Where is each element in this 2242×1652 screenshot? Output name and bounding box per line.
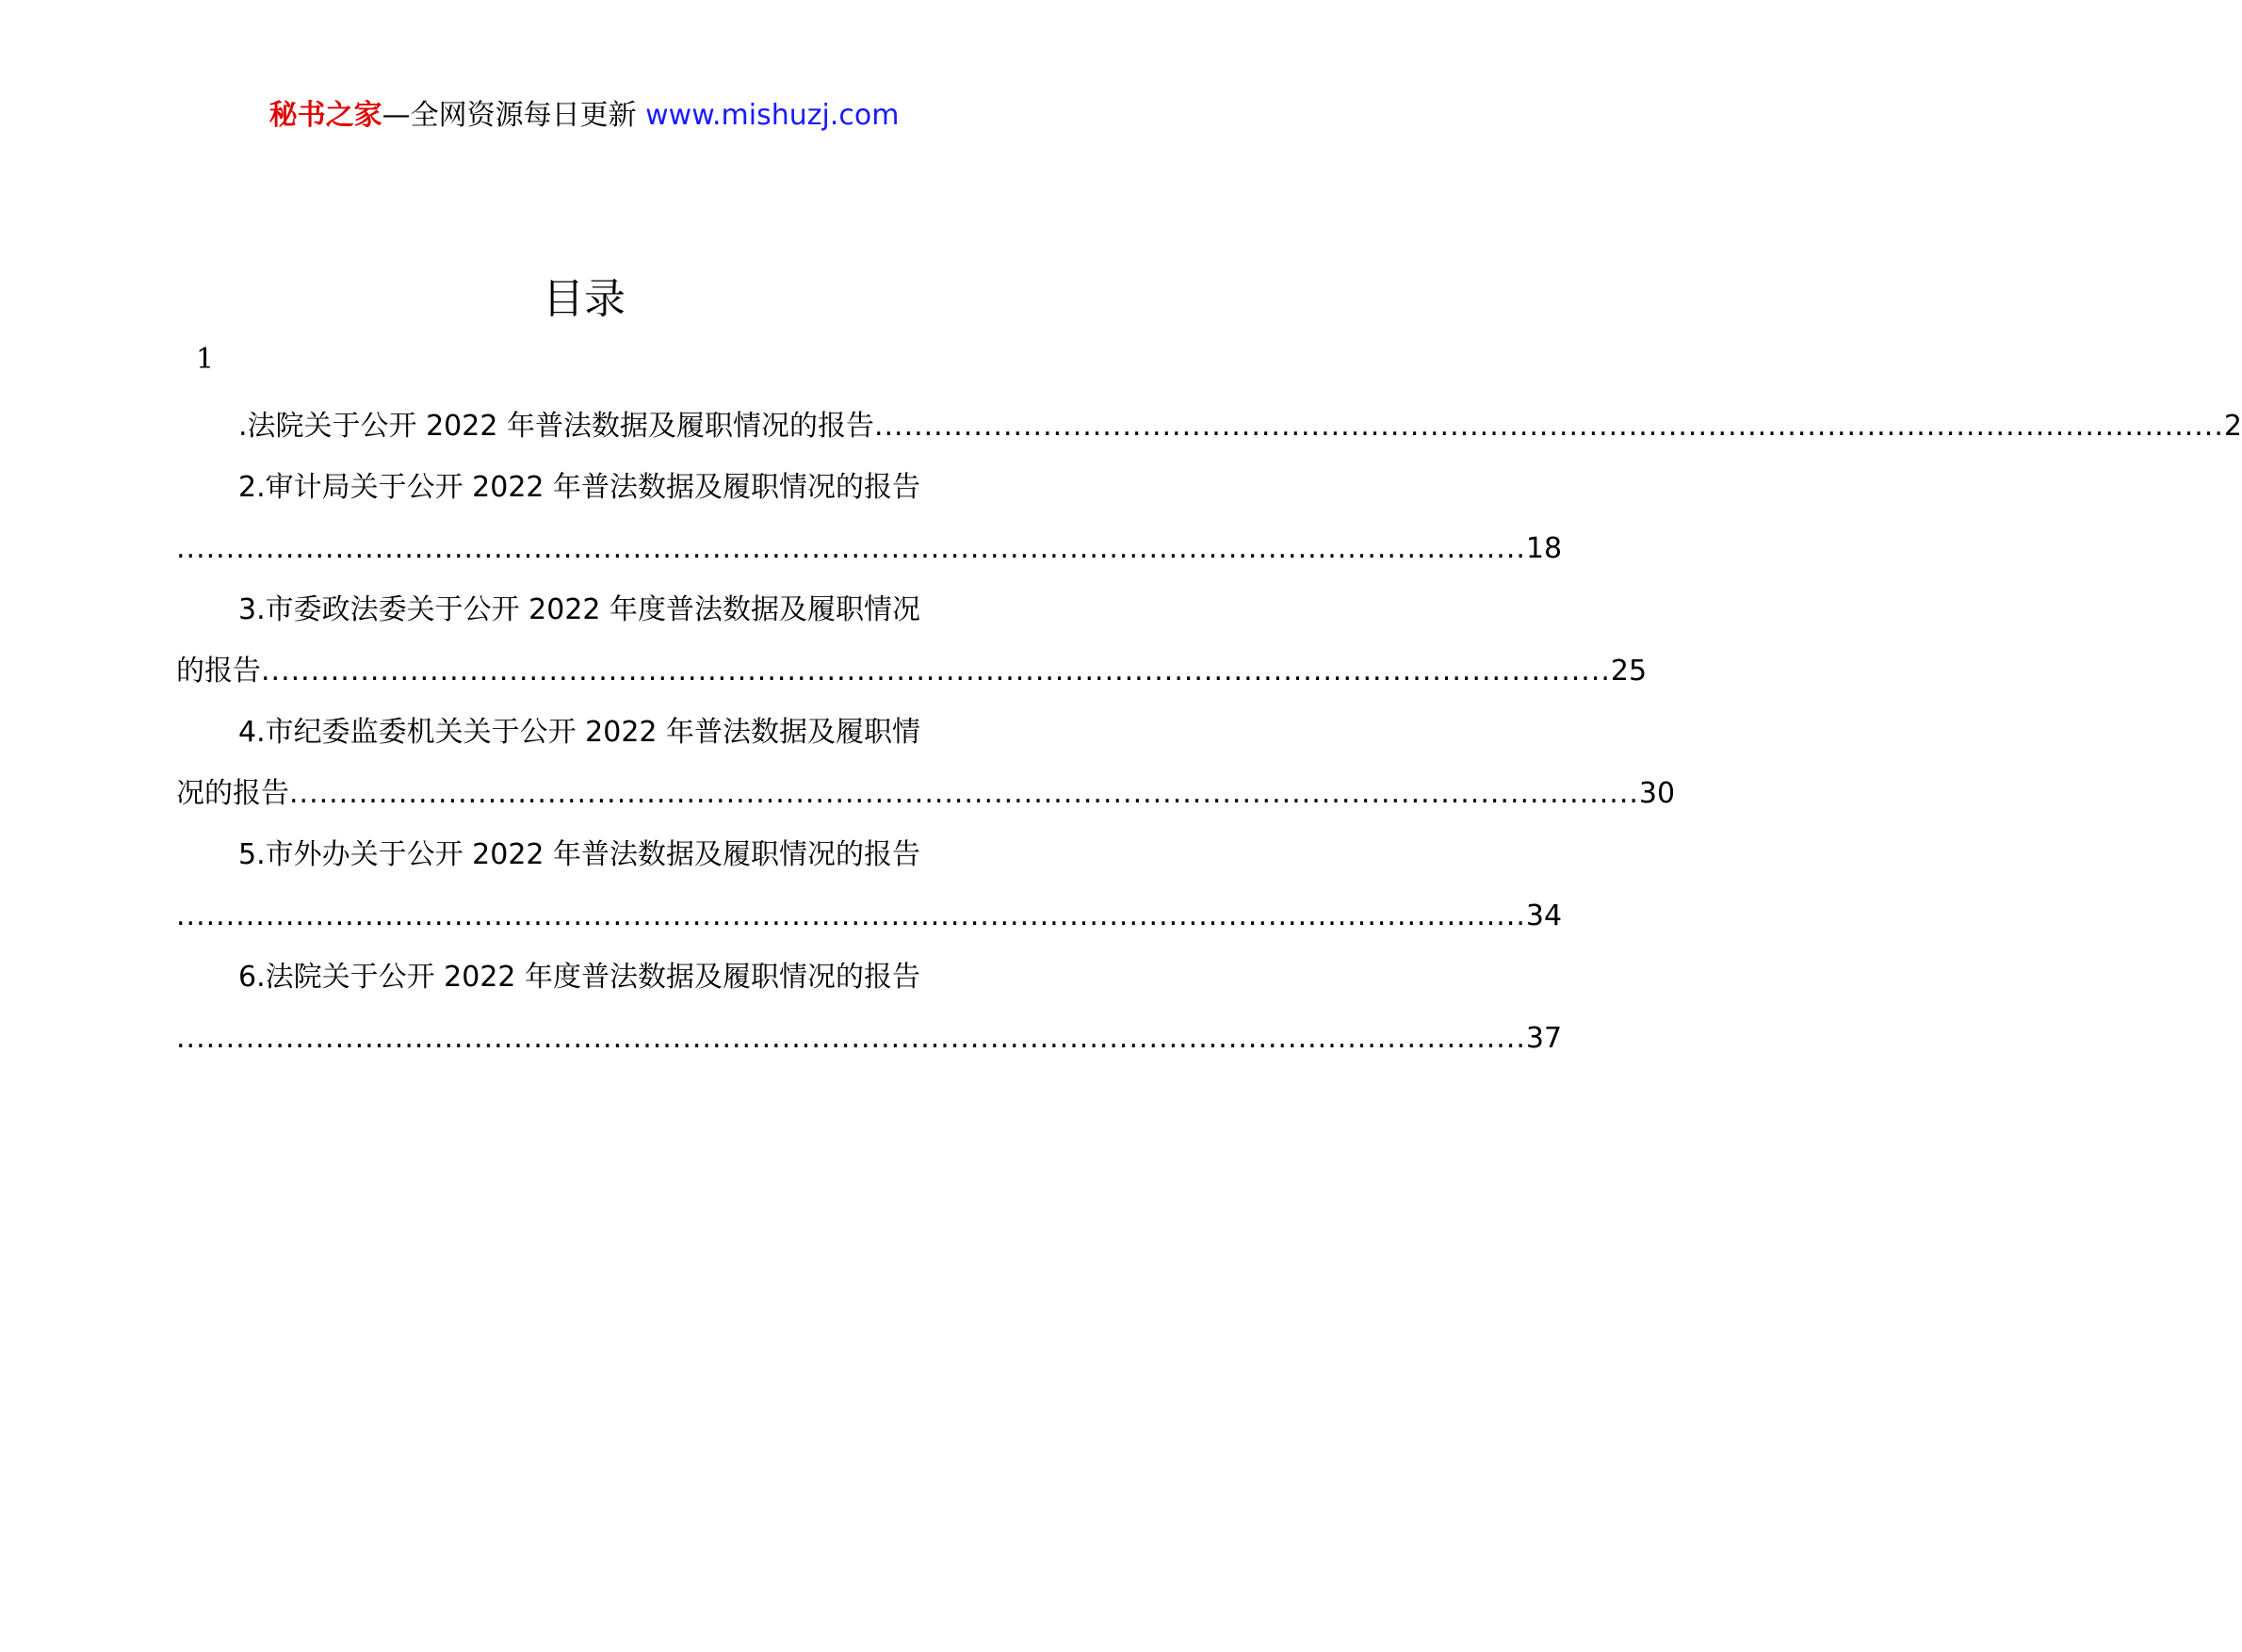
toc-page-number: 18 [1525, 532, 1563, 565]
toc-page-number: 2 [2223, 410, 2242, 443]
toc-page-number: 37 [1525, 1022, 1563, 1055]
toc-entry-2[interactable] [176, 457, 992, 518]
toc-entry-6-leader [176, 1008, 1563, 1069]
toc-leader-dots: ........................................................................................................................................ [289, 777, 1639, 810]
toc-entry-title: .法院关于公开 2022 年普法数据及履职情况的报告 [238, 410, 874, 443]
toc-entry-title: 4.市纪委监委机关关于公开 2022 年普法数据及履职情 [238, 716, 921, 749]
header-tagline: —全网资源每日更新 [382, 99, 646, 132]
toc-entry-5-leader [176, 885, 1563, 947]
toc-title: 目录 [543, 275, 625, 323]
toc-entry-title: 6.法院关于公开 2022 年度普法数据及履职情况的报告 [238, 961, 921, 994]
toc-entry-1[interactable] [176, 396, 2242, 457]
toc-entry-6[interactable] [176, 947, 992, 1008]
toc-leader-dots: ........................................................................................................................................ [176, 899, 1526, 932]
brand-name: 秘书之家 [268, 99, 382, 132]
toc-entry-4-leader [176, 763, 1676, 824]
site-header [0, 94, 1168, 138]
toc-page-number: 34 [1525, 899, 1563, 932]
site-url-link[interactable]: www.mishuzj.com [645, 99, 900, 132]
table-of-contents [176, 396, 2242, 1069]
toc-entry-4[interactable] [176, 702, 992, 763]
toc-entry-title-cont: 况的报告 [176, 777, 289, 810]
toc-entry-2-leader [176, 518, 1563, 579]
toc-leader-dots: ........................................................................................................................................ [261, 655, 1611, 688]
toc-leader-dots: ........................................................................................................................................ [873, 410, 2224, 443]
toc-entry-title-cont: 的报告 [176, 655, 261, 688]
toc-entry-3-leader [176, 640, 1648, 702]
stray-number: 1 [196, 343, 215, 376]
toc-entry-title: 2.审计局关于公开 2022 年普法数据及履职情况的报告 [238, 471, 921, 504]
toc-entry-title: 3.市委政法委关于公开 2022 年度普法数据及履职情况 [238, 593, 921, 626]
toc-leader-dots: ........................................................................................................................................ [176, 532, 1526, 565]
toc-leader-dots: ........................................................................................................................................ [176, 1022, 1526, 1055]
toc-entry-3[interactable] [176, 579, 992, 640]
toc-page-number: 25 [1610, 655, 1648, 688]
toc-entry-5[interactable] [176, 824, 992, 885]
toc-entry-title: 5.市外办关于公开 2022 年普法数据及履职情况的报告 [238, 838, 921, 871]
toc-page-number: 30 [1638, 777, 1676, 810]
